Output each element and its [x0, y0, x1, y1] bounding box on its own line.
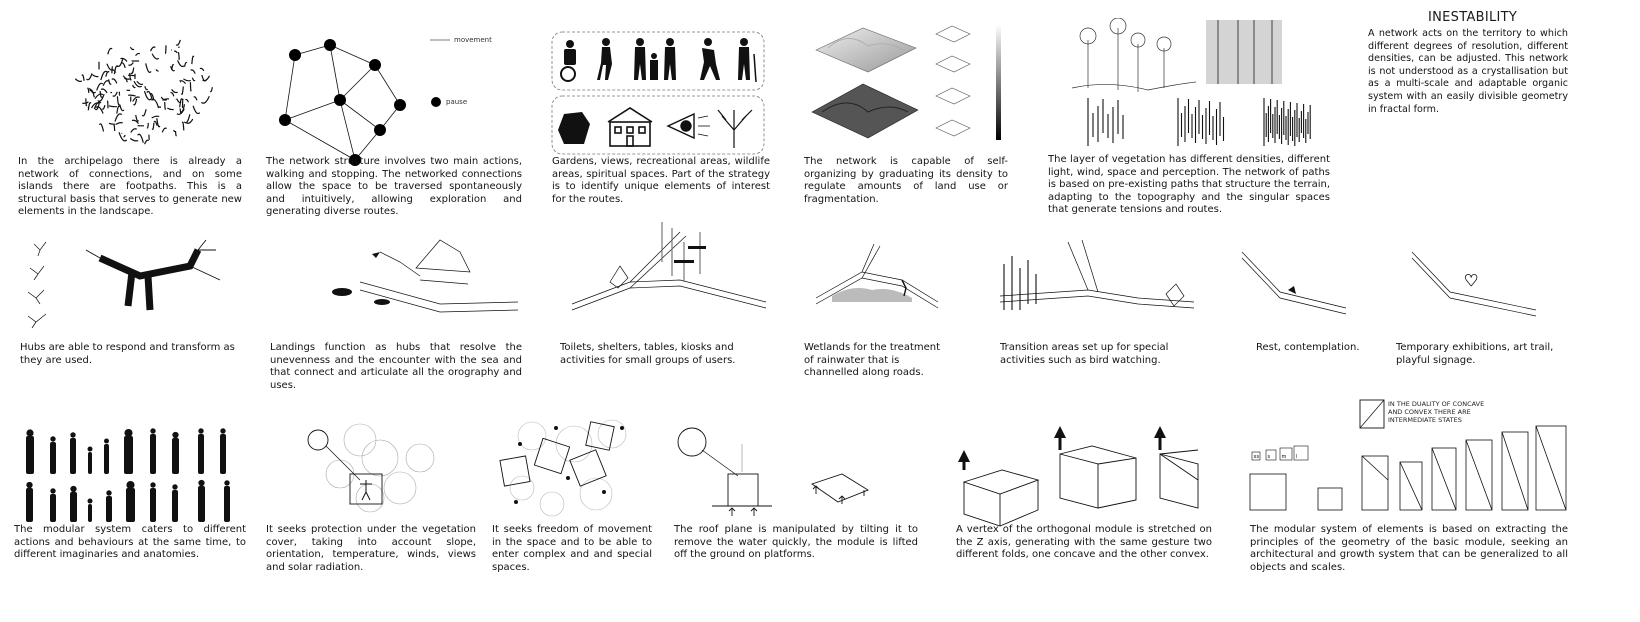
art-trail-diagram — [1410, 248, 1540, 318]
roof-plane-diagram — [672, 424, 872, 524]
bird-watching-diagram — [998, 238, 1198, 318]
legend-movement: movement — [454, 36, 492, 44]
facilities-diagram — [570, 222, 770, 322]
self-organizing-density-terrain — [808, 20, 1018, 160]
wetland-diagram — [812, 240, 942, 310]
modular-growth-diagram — [1246, 396, 1576, 520]
caption-roof-plane: The roof plane is manipulated by tilting it to remove the water quickly, the module is lifted off the ground on platforms. — [674, 524, 918, 561]
caption-freedom-movement: It seeks freedom of movement in the space and to be able to enter complex and and special spaces. — [492, 524, 652, 573]
module-size-label: m — [1281, 454, 1287, 460]
art-sculpture-icon: ♥ — [1464, 271, 1479, 290]
archipelago-network-sketch — [70, 30, 220, 150]
caption-network-structure: The network structure involves two main actions, walking and stopping. The networked connections allow the space to be traversed spontaneously and intuitively, allowing exploration and generating diverse routes. — [266, 156, 522, 218]
caption-self-organizing: The network is capable of self-organizing by graduating its density to regulate amounts of land use or fragmentation. — [804, 156, 1008, 205]
anatomies-silhouettes — [18, 428, 242, 524]
module-note: IN THE DUALITY OF CONCAVE AND CONVEX THERE ARE INTERMEDIATE STATES — [1388, 400, 1485, 424]
caption-vertex-stretch: A vertex of the orthogonal module is stretched on the Z axis, generating with the same gesture two different folds, one concave and the other convex. — [956, 524, 1212, 561]
caption-wetlands: Wetlands for the treatment of rainwater that is channelled along roads. — [804, 342, 941, 379]
legend-pause: pause — [446, 98, 468, 106]
caption-transition: Transition areas set up for special activities such as bird watching. — [1000, 342, 1169, 366]
intro-text: A network acts on the territory to which different degrees of resolution, different densities, can be adjusted. This network is not understood as a crystallisation but as a multi-scale and adaptable organic system with an easily divisible geometry in fractal form. — [1368, 28, 1568, 115]
vertex-stretch-diagram — [952, 420, 1202, 530]
rest-diagram — [1240, 248, 1350, 318]
caption-modular-anatomies: The modular system caters to different actions and behaviours at the same time, to different imaginaries and anatomies. — [14, 524, 246, 561]
caption-hubs: Hubs are able to respond and transform as they are used. — [20, 342, 235, 366]
module-size-label: l — [1295, 454, 1297, 460]
graph-legend — [428, 30, 518, 110]
vegetation-layer-sketch — [1068, 18, 1328, 158]
hub-branches-diagram — [20, 236, 235, 336]
caption-archipelago: In the archipelago there is already a network of connections, and on some islands there are footpaths. This is a structural basis that serves to generate new elements in the landscape. — [18, 156, 242, 218]
caption-landings: Landings function as hubs that resolve the unevenness and the encounter with the sea and that connect and articulate all the orography and uses. — [270, 342, 522, 391]
walk-pause-graph — [270, 25, 430, 175]
caption-rest: Rest, contemplation. — [1256, 342, 1360, 353]
caption-vegetation-protection: It seeks protection under the vegetation cover, taking into account slope, orientation, temperature, winds, views and solar radiation. — [266, 524, 476, 573]
caption-exhibitions: Temporary exhibitions, art trail, playful signage. — [1396, 342, 1554, 366]
vegetation-cover-diagram — [300, 418, 450, 528]
caption-facilities: Toilets, shelters, tables, kiosks and activities for small groups of users. — [560, 342, 736, 366]
caption-vegetation-layer: The layer of vegetation has different densities, different light, wind, space and perception. The network of paths is based on pre-existing paths that structure the terrain, adapting to the topography and the singular spaces that generate tensions and routes. — [1048, 154, 1330, 216]
module-size-label: s — [1267, 454, 1271, 460]
module-size-label: xs — [1253, 454, 1260, 460]
caption-unique-elements: Gardens, views, recreational areas, wildlife areas, spiritual spaces. Part of the strategy is to identify unique elements of interest for the routes. — [552, 156, 770, 205]
page-title: INESTABILITY — [1428, 10, 1518, 25]
landing-hub-diagram — [320, 232, 520, 332]
freedom-of-movement-diagram — [492, 414, 642, 524]
caption-modular-system: The modular system of elements is based on extracting the principles of the geometry of the basic module, seeking an architectural and growth system that can be generalized to all objects and scales. — [1250, 524, 1568, 573]
